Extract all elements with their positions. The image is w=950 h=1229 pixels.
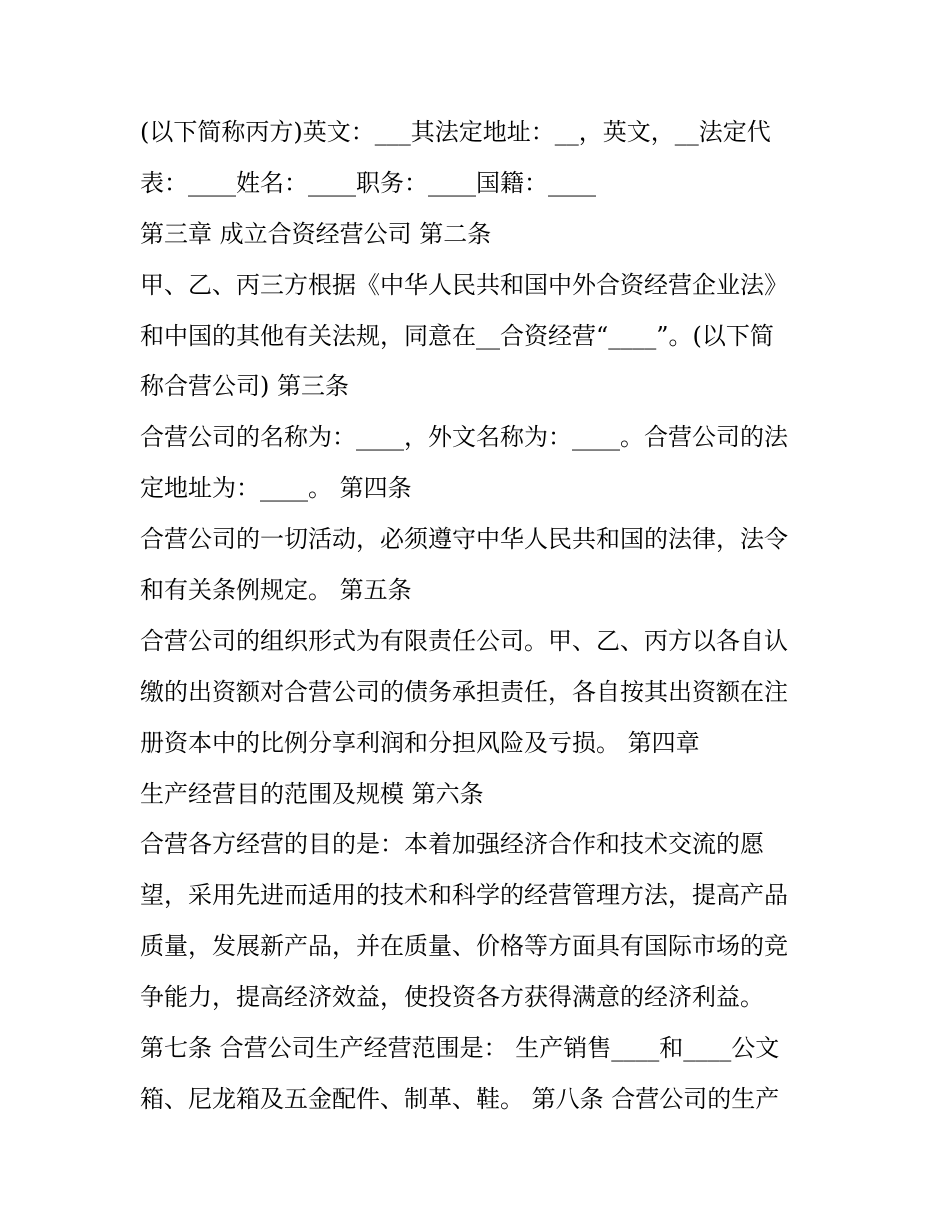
chapter-heading: 生产经营目的范围及规模 第六条 xyxy=(140,779,484,808)
text-line: 质量，发展新产品，并在质量、价格等方面具有国际市场的竞 xyxy=(140,932,788,961)
text-line: 第七条 合营公司生产经营范围是： 生产销售____和____公文 xyxy=(140,1034,780,1063)
chapter-heading: 第三章 成立合资经营公司 第二条 xyxy=(140,219,492,248)
text-line: 争能力，提高经济效益，使投资各方获得满意的经济利益。 xyxy=(140,983,764,1012)
text-line: 合营公司的名称为：____，外文名称为：____。合营公司的法 xyxy=(140,423,788,452)
text-line: (以下简称丙方)英文：___其法定地址：__，英文，__法定代 xyxy=(140,118,771,146)
text-line: 缴的出资额对合营公司的债务承担责任，各自按其出资额在注 xyxy=(140,677,788,706)
text-line: 称合营公司) 第三条 xyxy=(140,372,349,401)
text-line: 和中国的其他有关法规，同意在__合资经营“____”。(以下简 xyxy=(140,321,774,350)
text-line: 甲、乙、丙三方根据《中华人民共和国中外合资经营企业法》 xyxy=(140,270,788,299)
text-line: 表：____姓名：____职务：____国籍：____ xyxy=(140,168,596,197)
text-line: 箱、尼龙箱及五金配件、制革、鞋。 第八条 合营公司的生产 xyxy=(140,1084,780,1113)
text-line: 册资本中的比例分享利润和分担风险及亏损。 第四章 xyxy=(140,728,700,757)
text-line: 和有关条例规定。 第五条 xyxy=(140,576,412,605)
text-line: 合营各方经营的目的是：本着加强经济合作和技术交流的愿 xyxy=(140,830,764,859)
text-line: 望，采用先进而适用的技术和科学的经营管理方法，提高产品 xyxy=(140,881,788,910)
text-line: 合营公司的一切活动，必须遵守中华人民共和国的法律，法令 xyxy=(140,525,788,554)
text-line: 定地址为：____。 第四条 xyxy=(140,474,412,503)
document-body xyxy=(140,107,820,1125)
text-line: 合营公司的组织形式为有限责任公司。甲、乙、丙方以各自认 xyxy=(140,626,788,655)
